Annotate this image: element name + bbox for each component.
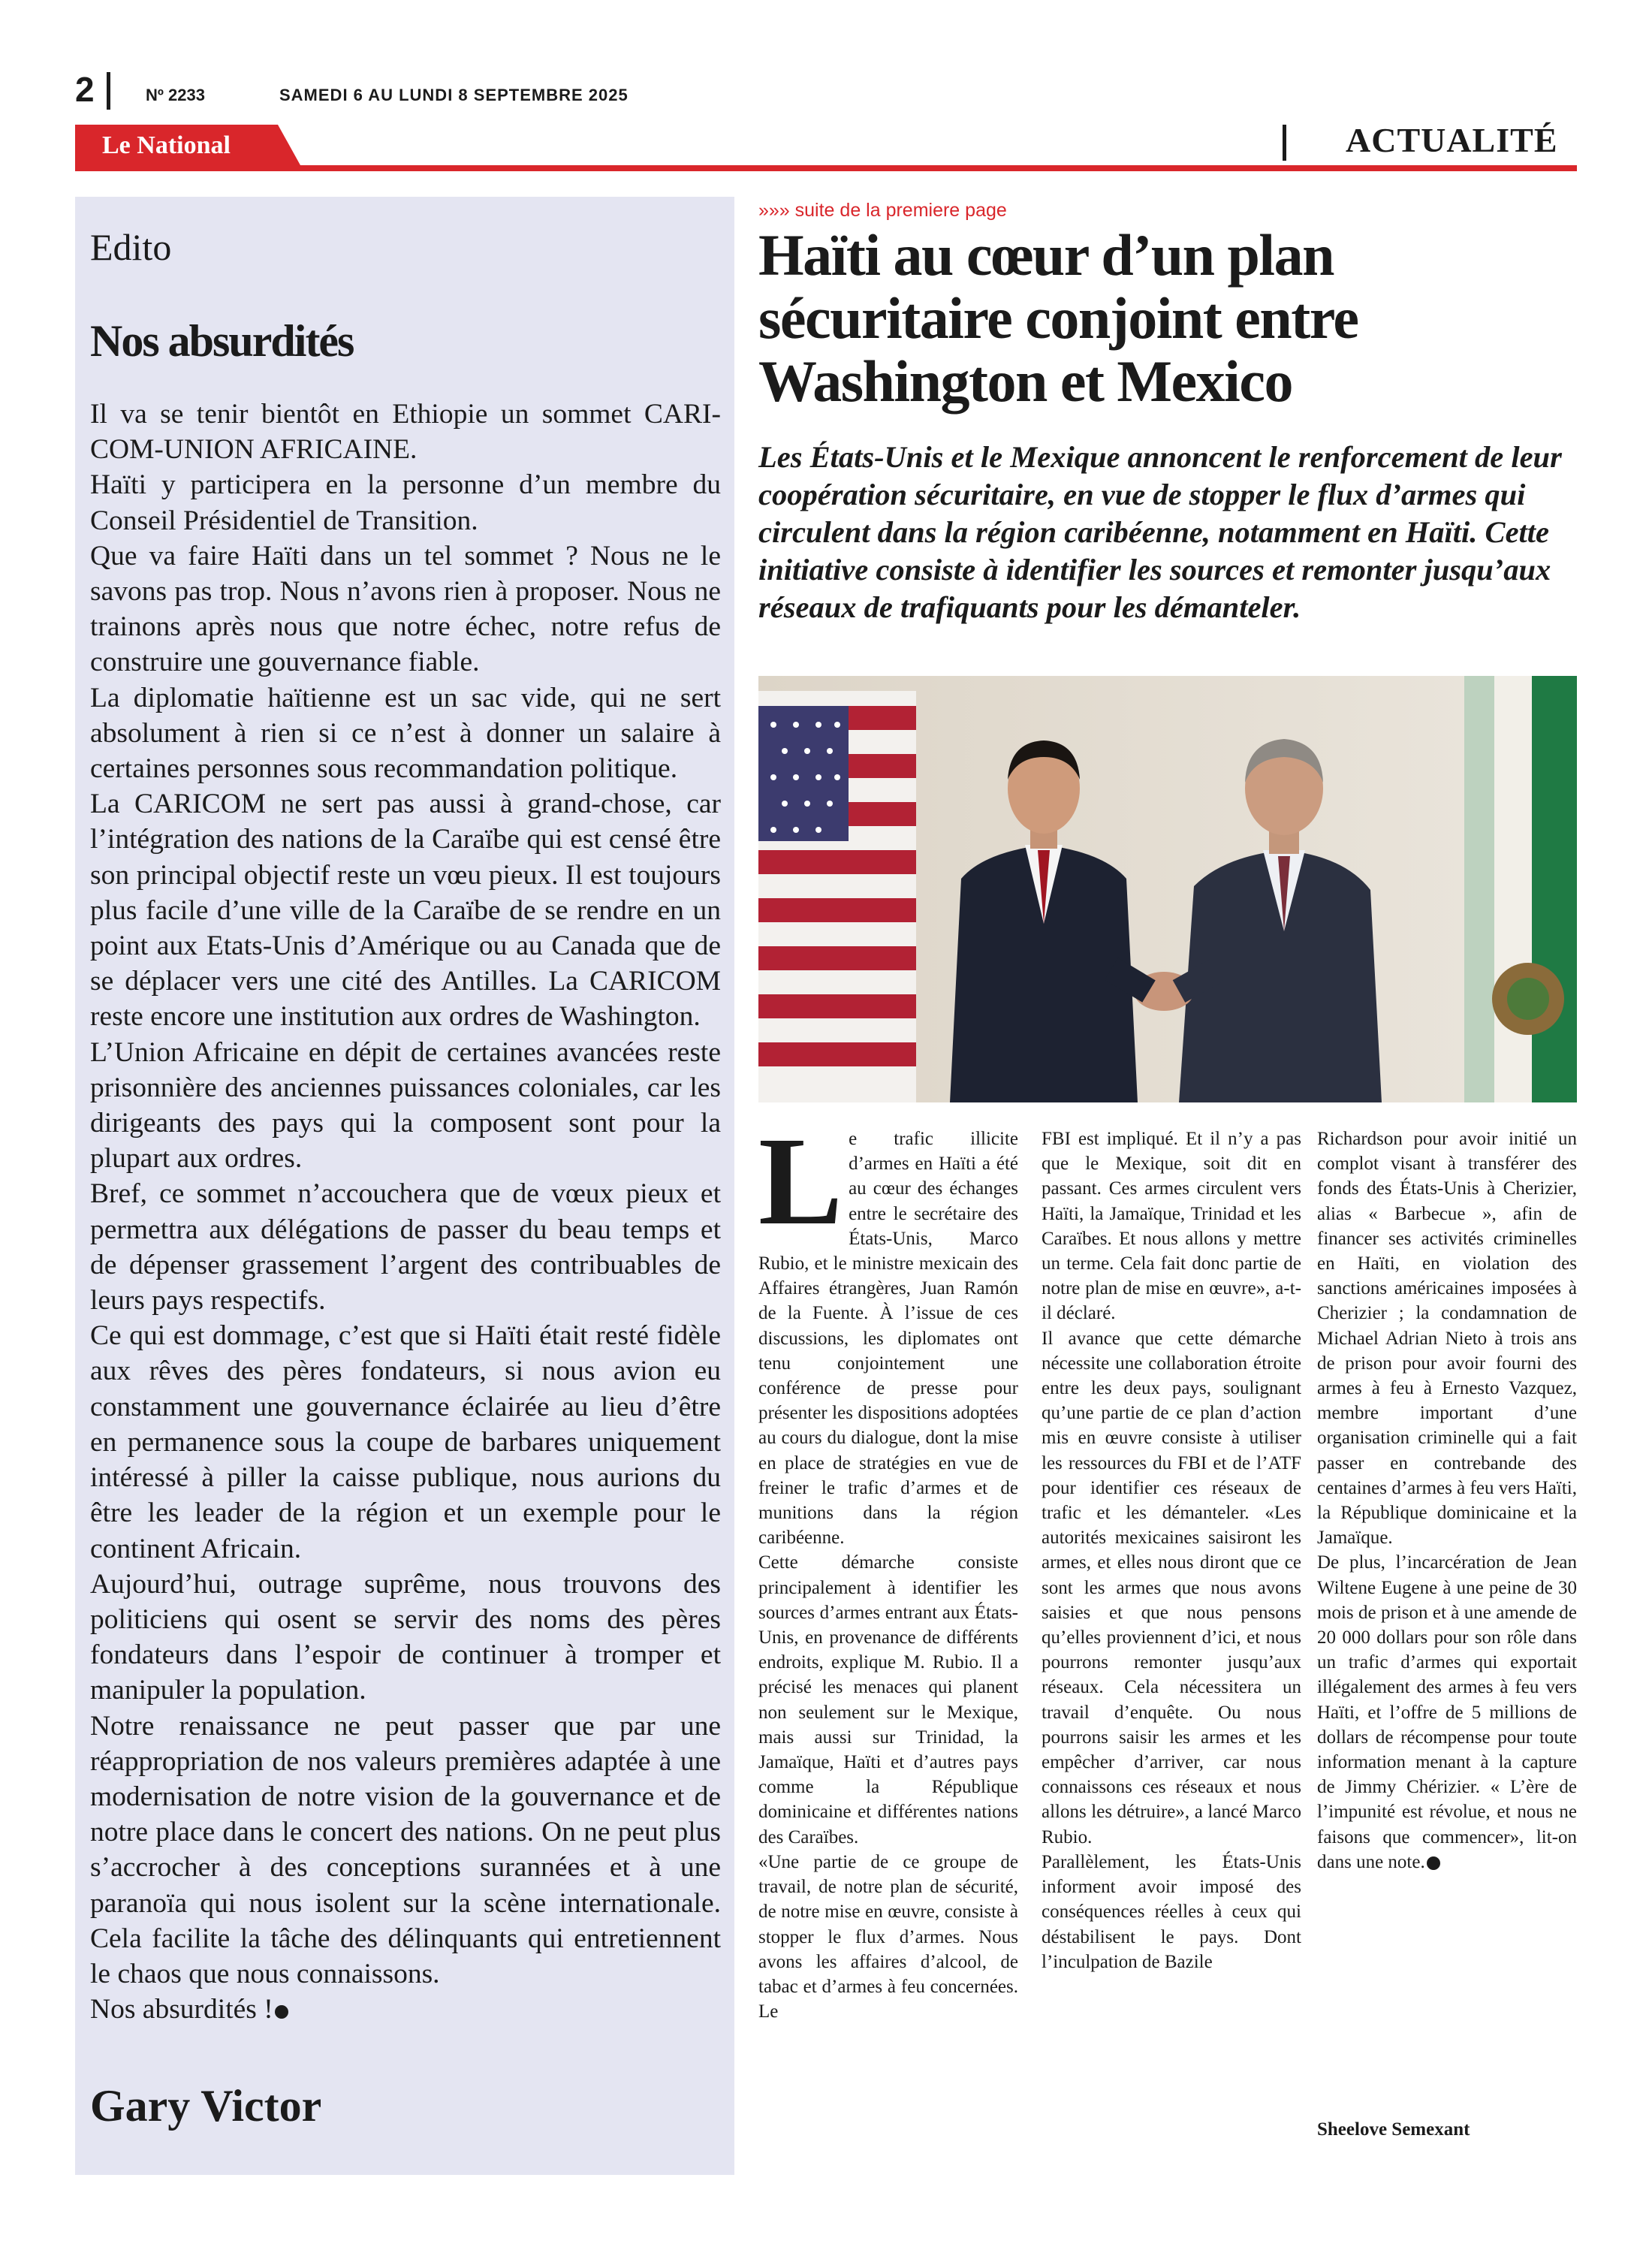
edito-paragraph: Ce qui est dommage, c’est que si Haïti était resté fidèle aux rêves des pères fondateurs, si nous avion eu constamment une gouvernance éclairée au lieu d’être en permanence sous la coupe de barbares uniquement intéressé à piller la caisse publique, nous aurions du être les leader de la région et un exemple pour le continent Africain. (90, 1320, 721, 1564)
article-paragraph-text: De plus, l’incarcération de Jean Wiltene Eugene à une peine de 30 mois de prison et à une amende de 20 000 dollars pour son rôle dans un trafic d’armes qui exportait illégalement des armes à feu vers Haïti, et l’offre de 5 millions de dollars de récompense pour toute information menant à la capture de Jimmy Chérizier. « L’ère de l’impunité est révolue, et nous ne faisons que commencer», lit-on dans une note. (1317, 1552, 1577, 1872)
article-headline: Haïti au cœur d’un plan sécuritaire conjoint entre Washington et Mexico (758, 222, 1358, 414)
edito-closing (90, 1992, 721, 2027)
edito-paragraph: Bref, ce sommet n’accouchera que de vœux pieux et permettra aux délégations de passer du beau temps et de dépenser grassement l’argent des contribuables de leurs pays respectifs. (90, 1178, 721, 1317)
edito-paragraph: Notre renaissance ne peut passer que par une réappropriation de nos valeurs premières adaptée à une modernisation de notre vision de la gouvernance et de notre place dans le concert des nations. On ne peut plus s’accrocher à des conceptions surannées et à une paranoïa qui nous isolent sur la scène internationale. Cela facilite la tâche des délinquants qui entretiennent le chaos que nous connaissons. (90, 1710, 721, 1989)
end-mark-icon (1427, 1856, 1440, 1870)
issue-date: SAMEDI 6 AU LUNDI 8 SEPTEMBRE 2025 (279, 86, 629, 104)
brand-logo: Le National (102, 131, 231, 159)
edito-paragraph: Aujourd’hui, outrage suprême, nous trouvons des politiciens qui osent se servir des noms des pères fondateurs dans l’espoir de continuer à tromper et manipuler la population. (90, 1568, 721, 1706)
article-paragraph: Il avance que cette démarche nécessite une collaboration étroite entre les deux pays, soulignant qu’une partie de ce plan d’action mis en œuvre consiste à utiliser les ressources du FBI et de l’ATF pour identifier ces réseaux de trafic et les démanteler. «Les autorités mexicaines saisiront les armes, et elles nous diront que ce sont les armes que nous avons saisies et que nous pensons qu’elles proviennent d’ici, et nous pourrons remonter jusqu’aux réseaux. Cela nécessitera un travail d’enquête. Ou nous pourrons saisir les armes et les empêcher d’arriver, car nous connaissons ces réseaux et nous allons les détruire», a lancé Marco Rubio. (1042, 1328, 1301, 1847)
edito-title: Nos absurdités (90, 316, 354, 366)
edito-closing-text: Nos absurdités ! (90, 1994, 273, 2025)
end-mark-icon (275, 2005, 288, 2019)
article-byline: Sheelove Semexant (1317, 2119, 1470, 2140)
drop-cap: L (758, 1111, 843, 1251)
handshake-photo (758, 676, 1577, 1102)
article-paragraph: FBI est impliqué. Et il n’y a pas que le Mexique, soit dit en passant. Ces armes circulent vers Haïti, la Jamaïque, Trinidad et les Caraïbes. Et nous allons y mettre un terme. Cela fait donc partie de notre plan de mise en œuvre», a-t-il déclaré. (1042, 1129, 1301, 1324)
page-number: 2 (75, 70, 95, 109)
edito-paragraph: Il va se tenir bientôt en Ethiopie un sommet CARI-COM-UNION AFRICAINE. (90, 399, 721, 466)
mexico-flag-icon (1464, 676, 1577, 1102)
article-paragraph: Richardson pour avoir initié un complot visant à transférer des fonds des États-Unis à Cherizier, alias « Barbecue », afin de financer ses activités criminelles en Haïti, en violation des sanctions américaines imposées à Cherizier ; la condamnation de Michael Adrian Nieto à trois ans de prison pour avoir fourni des armes à feu à Ernesto Vazquez, membre important d’une organisation criminelle qui a fait passer en contrebande des centaines d’armes à feu vers Haïti, la République dominicaine et la Jamaïque. (1317, 1129, 1577, 1549)
edito-paragraph: Haïti y participera en la personne d’un membre du Conseil Présidentiel de Transition. (90, 469, 721, 536)
continued-from-label: »»» suite de la premiere page (758, 200, 1007, 221)
article-paragraph: Cette démarche consiste principalement à identifier les sources d’armes entrant aux États-Unis, en provenance de différents endroits, explique M. Rubio. Il a précisé les menaces qui planent non seulement sur le Mexique, mais aussi sur Trinidad, la Jamaïque, Haïti et d’autres pays comme la République dominicaine et différentes nations des Caraïbes. (758, 1552, 1018, 1847)
article-column-1 (758, 1111, 1018, 2024)
edito-author: Gary Victor (90, 2081, 322, 2131)
article-paragraph (1317, 1550, 1577, 1874)
edito-paragraph: La CARICOM ne sert pas aussi à grand-chose, car l’intégration des nations de la Caraïbe qui est censé être son principal objectif reste un vœu pieux. Il est toujours plus facile d’une ville de la Caraïbe de se rendre en un point aux Etats-Unis d’Amérique ou au Canada que de se déplacer vers une cité des Antilles. La CARICOM reste encore une institution aux ordres de Washington. (90, 789, 721, 1033)
section-label: ACTUALITÉ (1346, 121, 1558, 159)
us-flag-icon (758, 691, 916, 1102)
article-paragraph: Parallèlement, les États-Unis informent avoir imposé des conséquences réelles à ceux qui déstabilisent le pays. Dont l’inculpation de Bazile (1042, 1851, 1301, 1972)
issue-number: Nº 2233 (146, 86, 205, 104)
edito-paragraph: Que va faire Haïti dans un tel sommet ? Nous ne le savons pas trop. Nous n’avons rien à proposer. Nous ne trainons après nous que notre échec, notre refus de construire une gouvernance fiable. (90, 540, 721, 678)
edito-paragraph: L’Union Africaine en dépit de certaines avancées reste prisonnière des anciennes puissances coloniales, car les dirigeants des pays qui la composent sont pour la plupart aux ordres. (90, 1036, 721, 1175)
section-divider (1283, 125, 1286, 161)
article-column-2 (1042, 1126, 1301, 1974)
header-rule (75, 165, 1577, 171)
edito-body (90, 397, 721, 2027)
edito-kicker: Edito (90, 226, 172, 268)
article-lede: Les États-Unis et le Mexique annoncent le renforcement de leur coopération sécuritaire, en vue de stopper le flux d’armes qui circulent dans la région caribéenne, notamment en Haïti. Cette initiative consiste à identifier les sources et remonter jusqu’aux réseaux de trafiquants pour les démanteler. (758, 440, 1562, 624)
edito-paragraph: La diplomatie haïtienne est un sac vide, qui ne sert absolument à rien si ce n’est à donner un salaire à certaines personnes sous recommandation politique. (90, 682, 721, 785)
article-paragraph: e trafic illicite d’armes en Haïti a été au cœur des échanges entre le secrétaire des États-Unis, Marco Rubio, et le ministre mexicain des Affaires étrangères, Juan Ramón de la Fuente. À l’issue de ces discussions, les diplomates ont tenu conjointement une conférence de presse pour présenter les dispositions adoptées au cours du dialogue, dont la mise en place de stratégies en vue de freiner le trafic d’armes et de munitions dans la région caribéenne. (758, 1129, 1018, 1549)
article-paragraph: «Une partie de ce groupe de travail, de notre plan de sécurité, de notre mise en œuvre, consiste à stopper le flux d’armes. Nous avons les affaires d’alcool, de tabac et d’armes à feu concernées. Le (758, 1851, 1018, 2022)
page-number-divider (107, 72, 110, 110)
article-column-3 (1317, 1126, 1577, 1874)
article-photo (758, 676, 1577, 1102)
